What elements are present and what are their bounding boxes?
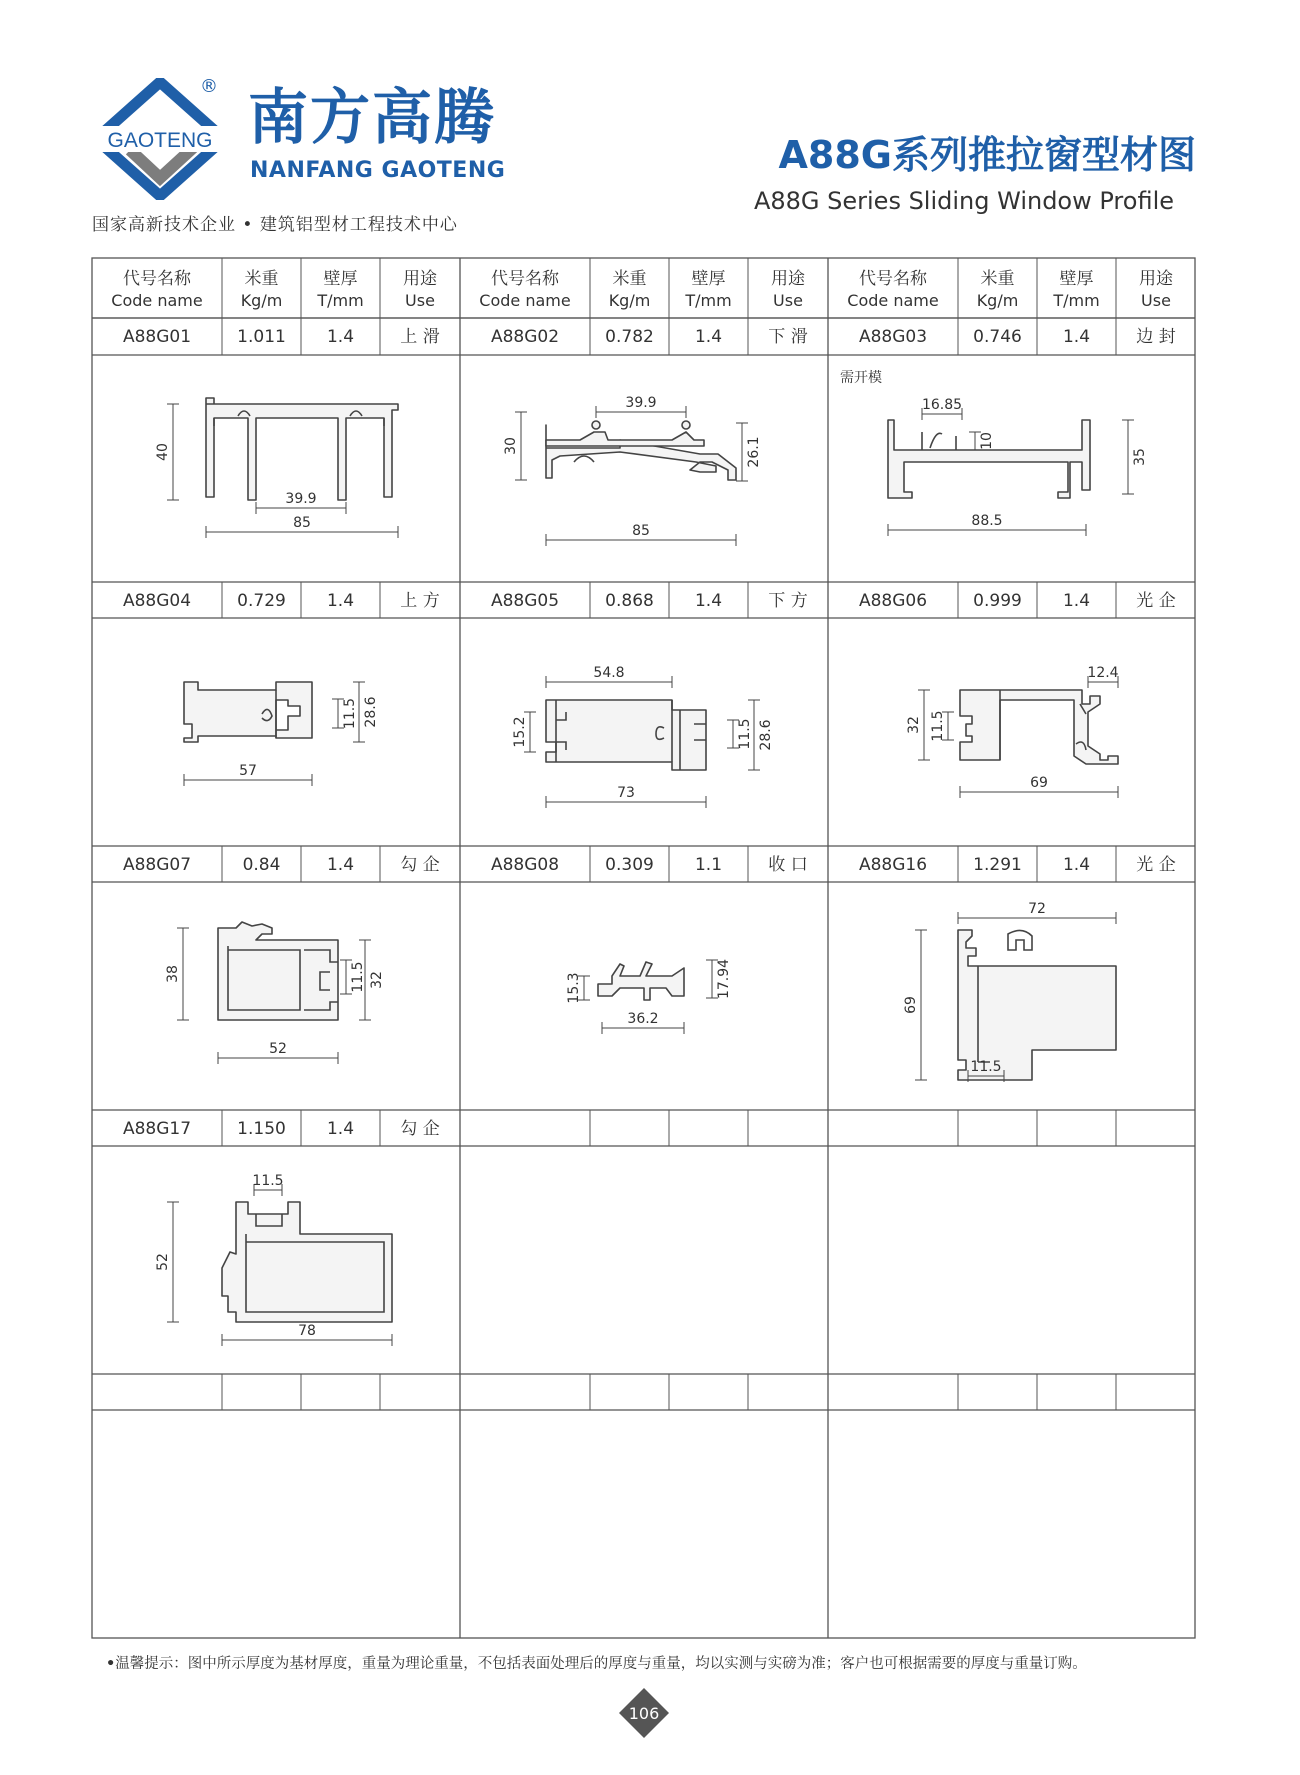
header-label-en: Use xyxy=(405,291,435,310)
profile-note: 需开模 xyxy=(840,370,882,386)
profile-weight: 0.746 xyxy=(973,327,1022,347)
profile-code: A88G05 xyxy=(490,591,560,611)
profile-use: 收 口 xyxy=(768,855,808,875)
profile-thickness: 1.4 xyxy=(1062,327,1091,347)
profile-drawing-a88g05 xyxy=(512,665,774,808)
profile-outline xyxy=(546,432,704,446)
profile-outline xyxy=(598,962,684,1000)
profile-code: A88G06 xyxy=(858,591,928,611)
dimension-label: 36.2 xyxy=(627,1011,659,1027)
dimension-label: 40 xyxy=(155,443,171,461)
profile-node xyxy=(592,421,600,429)
profile-code: A88G17 xyxy=(122,1119,192,1139)
dimension-label: 35 xyxy=(1132,448,1148,466)
header-label-en: Use xyxy=(1141,291,1171,310)
profile-outline xyxy=(960,690,1118,764)
profile-weight: 1.291 xyxy=(973,855,1022,875)
profile-code: A88G04 xyxy=(122,591,192,611)
profile-node xyxy=(682,421,690,429)
profile-drawing-a88g07 xyxy=(165,922,385,1064)
header-label-cn: 壁厚 xyxy=(1059,269,1094,289)
profile-code: A88G02 xyxy=(490,327,560,347)
header-label-cn: 壁厚 xyxy=(323,269,358,289)
header-label-cn: 米重 xyxy=(244,269,279,289)
profile-outline xyxy=(184,682,312,742)
dimension-label: 73 xyxy=(617,785,635,801)
profile-weight: 1.011 xyxy=(237,327,286,347)
dimension-label: 11.5 xyxy=(252,1173,284,1189)
profile-use: 边 封 xyxy=(1136,327,1176,347)
header-label-cn: 用途 xyxy=(1139,269,1173,289)
profile-code: A88G01 xyxy=(122,327,192,347)
profile-drawing-a88g08 xyxy=(566,959,732,1034)
profile-thickness: 1.4 xyxy=(326,1119,355,1139)
profile-weight: 0.868 xyxy=(605,591,654,611)
profile-drawing-a88g03 xyxy=(888,397,1148,536)
header-label-en: Kg/m xyxy=(608,291,651,310)
profile-use: 下 方 xyxy=(768,591,808,611)
dimension-label: 32 xyxy=(906,716,922,734)
page-number: 106 xyxy=(628,1704,660,1723)
dimension-label: 10 xyxy=(979,432,995,450)
profile-detail xyxy=(922,432,956,450)
brand-name-en: NANFANG GAOTENG xyxy=(250,158,506,183)
dimension-label: 32 xyxy=(369,971,385,989)
profile-hook xyxy=(574,456,594,462)
dimension-label: 26.1 xyxy=(746,436,762,468)
dimension-label: 11.5 xyxy=(737,718,753,750)
profile-drawing-a88g16 xyxy=(903,901,1116,1082)
header-label-cn: 代号名称 xyxy=(123,269,191,289)
header-label-cn: 用途 xyxy=(403,269,437,289)
profile-weight: 0.84 xyxy=(242,855,281,875)
profile-use: 光 企 xyxy=(1136,855,1176,875)
profile-drawing-a88g04 xyxy=(184,682,379,786)
profile-drawing-a88g17 xyxy=(155,1173,392,1346)
dimension-label: 30 xyxy=(503,437,519,455)
dimension-label: 69 xyxy=(903,996,919,1014)
profile-code: A88G16 xyxy=(858,855,928,875)
dimension-label: 57 xyxy=(239,763,257,779)
header-label-en: Kg/m xyxy=(240,291,283,310)
dimension-label: 78 xyxy=(298,1323,316,1339)
profile-weight: 1.150 xyxy=(237,1119,286,1139)
profile-weight: 0.309 xyxy=(605,855,654,875)
dimension-label: 17.94 xyxy=(716,958,732,1000)
dimension-label: 52 xyxy=(269,1041,287,1057)
profile-thickness: 1.4 xyxy=(1062,591,1091,611)
profile-thickness: 1.4 xyxy=(694,591,723,611)
profile-outline xyxy=(546,425,736,480)
profile-weight: 0.999 xyxy=(973,591,1022,611)
page-title-en: A88G Series Sliding Window Profile xyxy=(753,187,1174,215)
footnote-text: 温馨提示：图中所示厚度为基材厚度，重量为理论重量，不包括表面处理后的厚度与重量，均以实测与实磅为准；客户也可根据需要的厚度与重量订购。 xyxy=(115,1656,1087,1672)
logo-text: GAOTENG xyxy=(107,129,213,152)
profile-use: 勾 企 xyxy=(400,855,440,875)
profile-thickness: 1.4 xyxy=(326,591,355,611)
profile-use: 勾 企 xyxy=(400,1119,440,1139)
dimension-label: 28.6 xyxy=(758,719,774,751)
dimension-label: 69 xyxy=(1030,775,1048,791)
profile-drawing-a88g01 xyxy=(155,398,398,538)
profile-outline xyxy=(218,922,338,1020)
header-label-en: Code name xyxy=(111,291,203,310)
profile-drawing-a88g06 xyxy=(906,665,1119,798)
dimension-label: 16.85 xyxy=(921,397,963,413)
profile-code: A88G08 xyxy=(490,855,560,875)
header-label-cn: 壁厚 xyxy=(691,269,726,289)
dimension-label: 39.9 xyxy=(285,491,317,507)
dimension-label: 72 xyxy=(1028,901,1046,917)
dimension-label: 11.5 xyxy=(930,710,946,742)
header-label-en: Kg/m xyxy=(976,291,1019,310)
header-label-en: T/mm xyxy=(1053,291,1100,310)
profile-outline xyxy=(546,700,706,770)
dimension-label: 54.8 xyxy=(593,665,625,681)
dimension-label: 15.2 xyxy=(512,716,528,748)
header-label-en: Code name xyxy=(479,291,571,310)
dimension-label: 11.5 xyxy=(350,961,366,993)
dimension-label: 12.4 xyxy=(1087,665,1119,681)
dimension-label: 85 xyxy=(632,523,650,539)
dimension-label: 11.5 xyxy=(970,1059,1002,1075)
footnote: •温馨提示：图中所示厚度为基材厚度，重量为理论重量，不包括表面处理后的厚度与重量，均以实测与实磅为准；客户也可根据需要的厚度与重量订购。 xyxy=(106,1656,1087,1672)
profile-outline xyxy=(206,398,398,500)
profile-use: 下 滑 xyxy=(768,327,808,347)
profile-use: 上 滑 xyxy=(400,327,440,347)
header-label-en: T/mm xyxy=(685,291,732,310)
profile-drawing-a88g02 xyxy=(503,395,762,546)
dimension-label: 52 xyxy=(155,1253,171,1271)
dimension-label: 85 xyxy=(293,515,311,531)
header-label-cn: 用途 xyxy=(771,269,805,289)
profile-thickness: 1.4 xyxy=(1062,855,1091,875)
dimension-label: 15.3 xyxy=(566,972,582,1004)
profile-code: A88G07 xyxy=(122,855,192,875)
dimension-label: 38 xyxy=(165,965,181,983)
company-tagline: 国家高新技术企业 • 建筑铝型材工程技术中心 xyxy=(92,215,458,235)
page-title-cn: A88G系列推拉窗型材图 xyxy=(778,133,1196,177)
dimension-label: 28.6 xyxy=(363,696,379,728)
profile-outline xyxy=(214,418,384,426)
profile-outline xyxy=(222,1202,392,1322)
page-number-badge xyxy=(617,1686,671,1740)
dimension-label: 39.9 xyxy=(625,395,657,411)
registered-mark: ® xyxy=(200,76,218,97)
profile-use: 光 企 xyxy=(1136,591,1176,611)
profile-thickness: 1.4 xyxy=(326,855,355,875)
header-label-en: Use xyxy=(773,291,803,310)
profile-use: 上 方 xyxy=(400,591,440,611)
profile-weight: 0.729 xyxy=(237,591,286,611)
dimension-label: 11.5 xyxy=(342,697,358,730)
header-label-cn: 米重 xyxy=(980,269,1015,289)
header-label-cn: 米重 xyxy=(612,269,647,289)
header-label-cn: 代号名称 xyxy=(859,269,927,289)
profile-outline xyxy=(888,420,1090,498)
profile-thickness: 1.1 xyxy=(694,855,723,875)
header-label-en: T/mm xyxy=(317,291,364,310)
profile-weight: 0.782 xyxy=(605,327,654,347)
header-label-cn: 代号名称 xyxy=(491,269,559,289)
profile-code: A88G03 xyxy=(858,327,928,347)
header-label-en: Code name xyxy=(847,291,939,310)
profile-thickness: 1.4 xyxy=(326,327,355,347)
dimension-label: 88.5 xyxy=(971,513,1003,529)
brand-name-cn: 南方高腾 xyxy=(248,83,496,153)
profile-outline xyxy=(958,930,1116,1080)
profile-thickness: 1.4 xyxy=(694,327,723,347)
